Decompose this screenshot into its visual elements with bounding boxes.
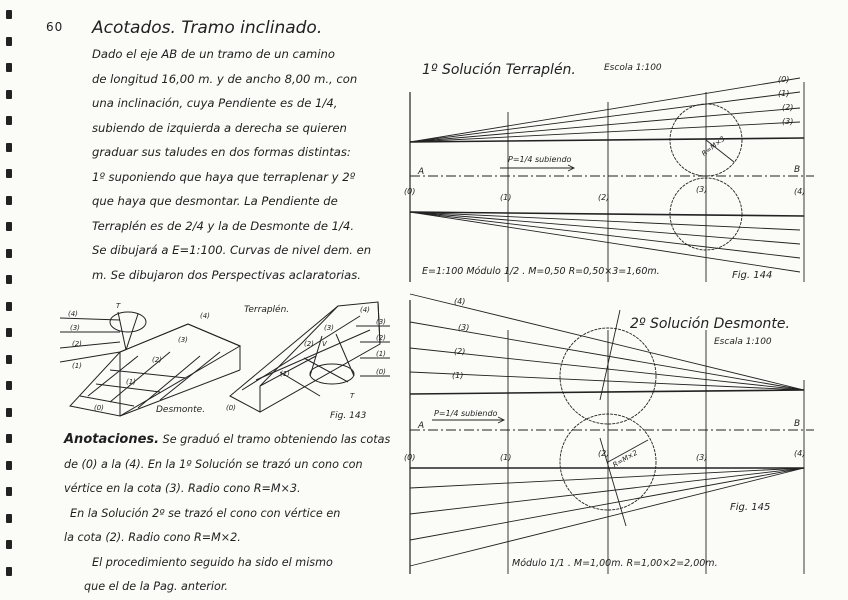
notes-line: vértice en la cota (3). Radio cono R=M×3. [64,482,301,495]
statement-line: Se dibujará a E=1:100. Curvas de nivel dem. en [92,243,372,257]
vertex-label: V [322,340,327,348]
section-label: (0) [226,404,236,412]
level-label: (1) [376,350,386,358]
level-label: (0) [94,404,104,412]
fig144-number: Fig. 144 [732,270,773,281]
fig145-scale: Escala 1:100 [714,337,772,347]
fig144-caption: E=1:100 Módulo 1/2 . M=0,50 R=0,50×3=1,60m. [422,266,660,277]
section-label: (2) [152,356,162,364]
statement-line: 1º suponiendo que haya que terraplenar y 2º [92,169,356,184]
caption-terraplen: Terraplén. [244,305,290,315]
section-label: (3) [696,453,708,462]
notes-line: de (0) a la (4). En la 1º Solución se trazó un cono con [64,457,363,471]
perspective-desmonte [60,312,240,416]
vertex-label: T [116,302,121,310]
fig145-caption: Módulo 1/1 . M=1,00m. R=1,00×2=2,00m. [512,558,718,569]
binding-hole [6,461,12,470]
statement-line: que haya que desmontar. La Pendiente de [92,194,338,208]
section-label: (1) [500,193,512,202]
notes-line: que el de la Pag. anterior. [84,580,228,593]
contour-label: (2) [782,103,794,112]
contour-label: (0) [778,75,790,84]
level-label: (2) [376,334,386,342]
perspective-terraplen-labels [226,304,386,421]
level-label: (2) [72,340,82,348]
section-label: (4) [200,312,210,320]
point-b: B [794,419,801,429]
level-label: (0) [376,368,386,376]
statement-line: m. Se dibujaron dos Perspectivas aclaratorias. [92,267,361,282]
fig144-title: 1º Solución Terraplén. [422,62,576,78]
vertex-label: T [350,392,355,400]
notes-heading: Anotaciones. [64,432,160,447]
point-a: A [418,167,425,177]
section-label: (4) [794,449,806,458]
radius-label: R=M×3 [700,134,727,158]
binding-hole [6,408,12,417]
level-label: (1) [72,362,82,370]
binding-hole [6,196,12,205]
binding-hole [6,355,12,364]
binding-hole [6,514,12,523]
fig-143-label: Fig. 143 [330,411,367,421]
binding-hole [6,275,12,284]
contour-label: (3) [458,323,470,332]
statement-line: una inclinación, cuya Pendiente es de 1/4, [92,96,338,110]
notes-line: El procedimiento seguido ha sido el mismo [92,555,333,569]
contour-label: (4) [454,297,466,306]
binding-hole [6,540,12,549]
binding-hole [6,63,12,72]
section-label: (0) [404,187,416,196]
binding-hole [6,302,12,311]
section-label: (0) [404,453,416,462]
binding-hole [6,567,12,576]
section-label: (3) [324,324,334,332]
spiral-binding [6,10,14,596]
problem-statement [92,42,392,287]
fig144-scale: Escola 1:100 [604,63,662,73]
binding-hole [6,328,12,337]
point-b: B [794,165,801,175]
section-label: (4) [794,187,806,196]
binding-hole [6,434,12,443]
binding-hole [6,143,12,152]
notes-line: Se graduó el tramo obteniendo las cotas [162,433,391,446]
statement-line: Dado el eje AB de un tramo de un camino [92,47,335,61]
level-label: (4) [68,310,78,318]
slope-label: P=1/4 subiendo [434,409,498,418]
section-label: (3) [696,185,708,194]
binding-hole [6,10,12,19]
section-label: (2) [598,449,610,458]
statement-line: Terraplén es de 2/4 y la de Desmonte de 1/4. [92,218,355,233]
section-label: (2) [304,340,314,348]
binding-hole [6,487,12,496]
binding-hole [6,90,12,99]
page-number: 60 [46,20,64,34]
notes-line: la cota (2). Radio cono R=M×2. [64,531,241,544]
notes-line: En la Solución 2º se trazó el cono con vértice en [70,506,341,520]
point-a: A [418,421,425,431]
caption-desmonte: Desmonte. [156,405,206,415]
figure-145 [404,290,824,580]
section-label: (1) [280,370,290,378]
perspective-figures [60,296,400,428]
statement-line: subiendo de izquierda a derecha se quieren [92,120,347,135]
slope-label: P=1/4 subiendo [508,155,572,164]
fig145-title: 2º Solución Desmonte. [630,316,790,332]
statement-line: de longitud 16,00 m. y de ancho 8,00 m., con [92,71,358,86]
binding-hole [6,249,12,258]
level-label: (3) [70,324,80,332]
level-label: (3) [376,318,386,326]
fig145-number: Fig. 145 [730,502,771,513]
contour-label: (2) [454,347,466,356]
binding-hole [6,116,12,125]
radius-label: R=M×2 [611,448,639,470]
binding-hole [6,169,12,178]
binding-hole [6,37,12,46]
section-label: (3) [178,336,188,344]
statement-line: graduar sus taludes en dos formas distintas: [92,145,351,159]
figure-144 [404,52,824,288]
binding-hole [6,222,12,231]
contour-label: (1) [452,371,464,380]
section-label: (1) [500,453,512,462]
section-label: (2) [598,193,610,202]
contour-label: (1) [778,89,790,98]
level-label: (4) [360,306,370,314]
binding-hole [6,381,12,390]
perspective-terraplen [230,302,390,412]
annotations [64,428,404,600]
section-label: (1) [126,378,136,386]
page-title: Acotados. Tramo inclinado. [92,18,323,38]
contour-label: (3) [782,117,794,126]
